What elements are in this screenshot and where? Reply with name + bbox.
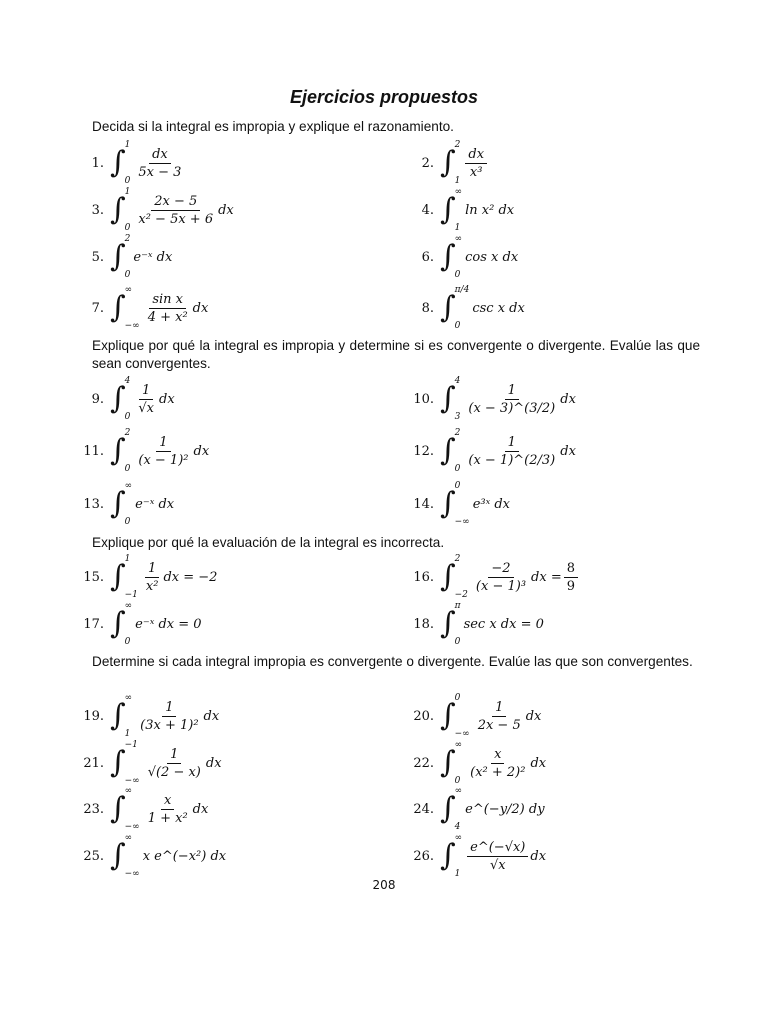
page-number: 208 bbox=[372, 878, 396, 892]
lower-limit: 1 bbox=[124, 729, 131, 739]
differential: dx bbox=[218, 202, 234, 218]
lower-limit: 0 bbox=[124, 517, 131, 527]
integrand: x e^(−x²) dx bbox=[142, 848, 227, 864]
numerator: 1 bbox=[492, 700, 506, 717]
integrand: e⁻ˣ dx = 0 bbox=[135, 616, 202, 632]
upper-limit: 0 bbox=[454, 693, 461, 703]
denominator: x³ bbox=[469, 164, 483, 180]
exercise-16 bbox=[410, 554, 580, 600]
integral-sign: ∫ 1 −1 bbox=[110, 554, 138, 600]
numerator: 1 bbox=[167, 747, 181, 764]
integral-sign: ∫ 2 0 bbox=[110, 234, 131, 280]
upper-limit: 1 bbox=[124, 187, 131, 197]
integral-sign: ∫ 4 0 bbox=[110, 376, 131, 422]
integrand: e³ˣ dx bbox=[472, 496, 510, 512]
lower-limit: 0 bbox=[124, 464, 131, 474]
exercise-number: 12. bbox=[413, 443, 434, 459]
exercise-number: 24. bbox=[413, 801, 434, 817]
exercise-1 bbox=[80, 140, 186, 186]
denominator: 2x − 5 bbox=[477, 717, 521, 733]
lower-limit: 1 bbox=[454, 869, 461, 879]
differential: dx bbox=[205, 755, 222, 771]
numerator: x bbox=[161, 793, 174, 810]
exercise-number: 14. bbox=[413, 496, 434, 512]
upper-limit: ∞ bbox=[454, 740, 463, 750]
lower-limit: 3 bbox=[454, 412, 461, 422]
upper-limit: 2 bbox=[124, 234, 131, 244]
integrand: e^(−y/2) dy bbox=[465, 801, 545, 817]
differential: dx bbox=[192, 300, 209, 316]
denominator: (x − 1)³ bbox=[475, 578, 527, 594]
exercise-number: 5. bbox=[91, 249, 104, 265]
denominator: (3x + 1)² bbox=[140, 717, 199, 733]
numerator: x bbox=[491, 747, 504, 764]
exercise-number: 21. bbox=[83, 755, 104, 771]
lower-limit: 0 bbox=[454, 637, 461, 647]
exercise-number: 1. bbox=[91, 155, 104, 171]
exercise-2 bbox=[410, 140, 489, 186]
denominator: (x − 1)² bbox=[138, 452, 189, 468]
differential: dx bbox=[530, 848, 547, 864]
numerator: 1 bbox=[145, 561, 159, 578]
lower-limit: −∞ bbox=[454, 517, 470, 527]
denominator: 1 + x² bbox=[147, 810, 188, 826]
lower-limit: −2 bbox=[454, 590, 468, 600]
integrand-fraction bbox=[143, 561, 162, 594]
exercise-23 bbox=[80, 786, 208, 832]
differential: dx bbox=[192, 801, 209, 817]
differential: dx bbox=[560, 443, 576, 459]
numerator: sin x bbox=[149, 292, 186, 309]
result-fraction bbox=[564, 561, 578, 594]
upper-limit: 2 bbox=[454, 428, 461, 438]
differential: dx bbox=[203, 708, 220, 724]
upper-limit: ∞ bbox=[124, 693, 133, 703]
integral-sign: ∫ ∞ 1 bbox=[440, 833, 463, 879]
denominator: (x² + 2)² bbox=[470, 764, 526, 780]
upper-limit: ∞ bbox=[124, 833, 133, 843]
integral-sign: ∫ 2 0 bbox=[110, 428, 131, 474]
integral-sign: ∫ ∞ −∞ bbox=[110, 285, 140, 331]
exercise-4 bbox=[410, 187, 514, 233]
denominator: (x − 1)^(2/3) bbox=[468, 452, 556, 468]
numerator: −2 bbox=[488, 561, 513, 578]
upper-limit: ∞ bbox=[454, 786, 463, 796]
exercise-number: 17. bbox=[83, 616, 104, 632]
lower-limit: −∞ bbox=[124, 776, 140, 786]
exercise-number: 13. bbox=[83, 496, 104, 512]
exercise-8 bbox=[410, 285, 525, 331]
exercise-12 bbox=[410, 428, 576, 474]
upper-limit: 1 bbox=[124, 554, 131, 564]
exercise-5 bbox=[80, 234, 172, 280]
denominator: (x − 3)^(3/2) bbox=[468, 400, 556, 416]
upper-limit: 2 bbox=[454, 554, 461, 564]
differential: dx bbox=[560, 391, 576, 407]
integral-sign: ∫ ∞ 0 bbox=[440, 740, 463, 786]
exercise-13 bbox=[80, 481, 174, 527]
integrand-fraction bbox=[145, 793, 191, 826]
numerator: e^(−√x) bbox=[467, 840, 528, 857]
integral-sign: ∫ 0 −∞ bbox=[440, 693, 470, 739]
numerator: 1 bbox=[505, 383, 519, 400]
integral-sign: ∫ 2 −2 bbox=[440, 554, 468, 600]
upper-limit: 4 bbox=[124, 376, 131, 386]
exercise-number: 25. bbox=[83, 848, 104, 864]
integrand-fraction bbox=[465, 383, 558, 416]
upper-limit: π/4 bbox=[454, 285, 470, 295]
differential: dx bbox=[525, 708, 542, 724]
upper-limit: ∞ bbox=[124, 601, 133, 611]
integrand-fraction bbox=[135, 194, 216, 227]
instruction-1: Decida si la integral es impropia y explique el razonamiento. bbox=[92, 119, 454, 134]
integrand-fraction bbox=[467, 747, 528, 780]
lower-limit: 0 bbox=[124, 223, 131, 233]
lower-limit: 1 bbox=[454, 223, 461, 233]
differential: dx = bbox=[531, 569, 562, 585]
integrand: cos x dx bbox=[465, 249, 519, 265]
numerator: 2x − 5 bbox=[151, 194, 200, 211]
result-denominator: 9 bbox=[566, 578, 576, 594]
integrand-fraction bbox=[135, 147, 184, 180]
integral-sign: ∫ 1 0 bbox=[110, 140, 131, 186]
integral-sign: ∫ ∞ −∞ bbox=[110, 786, 140, 832]
integral-sign: ∫ ∞ 1 bbox=[440, 187, 463, 233]
exercise-number: 26. bbox=[413, 848, 434, 864]
denominator: √x bbox=[489, 857, 506, 873]
lower-limit: 4 bbox=[454, 822, 461, 832]
exercise-14 bbox=[410, 481, 510, 527]
exercise-6 bbox=[410, 234, 518, 280]
denominator: 4 + x² bbox=[147, 309, 188, 325]
upper-limit: ∞ bbox=[124, 786, 133, 796]
upper-limit: 2 bbox=[454, 140, 461, 150]
differential: dx = −2 bbox=[163, 569, 218, 585]
exercise-22 bbox=[410, 740, 546, 786]
exercise-17 bbox=[80, 601, 202, 647]
integrand: e⁻ˣ dx bbox=[133, 249, 173, 265]
lower-limit: −∞ bbox=[124, 321, 140, 331]
exercise-number: 8. bbox=[421, 300, 434, 316]
upper-limit: 1 bbox=[124, 140, 131, 150]
lower-limit: 0 bbox=[124, 637, 131, 647]
lower-limit: 0 bbox=[454, 270, 461, 280]
lower-limit: 1 bbox=[454, 176, 461, 186]
lower-limit: −1 bbox=[124, 590, 138, 600]
lower-limit: −∞ bbox=[454, 729, 470, 739]
numerator: 1 bbox=[139, 383, 153, 400]
exercise-number: 9. bbox=[91, 391, 104, 407]
differential: dx bbox=[159, 391, 175, 407]
upper-limit: 4 bbox=[454, 376, 461, 386]
instruction-3: Explique por qué la evaluación de la integral es incorrecta. bbox=[92, 535, 445, 550]
upper-limit: ∞ bbox=[124, 285, 133, 295]
integrand-fraction bbox=[473, 561, 529, 594]
integral-sign: ∫ ∞ 0 bbox=[440, 234, 463, 280]
exercise-10 bbox=[410, 376, 576, 422]
integrand-fraction bbox=[135, 383, 157, 416]
exercise-25 bbox=[80, 833, 226, 879]
integrand: csc x dx bbox=[472, 300, 525, 316]
exercise-number: 4. bbox=[421, 202, 434, 218]
integral-sign: ∫ π/4 0 bbox=[440, 285, 470, 331]
integral-sign: ∫ ∞ 1 bbox=[110, 693, 133, 739]
upper-limit: 2 bbox=[124, 428, 131, 438]
upper-limit: ∞ bbox=[454, 187, 463, 197]
exercise-number: 2. bbox=[421, 155, 434, 171]
integrand: ln x² dx bbox=[465, 202, 515, 218]
exercise-19 bbox=[80, 693, 219, 739]
integral-sign: ∫ 4 3 bbox=[440, 376, 461, 422]
exercise-number: 6. bbox=[421, 249, 434, 265]
exercise-number: 7. bbox=[91, 300, 104, 316]
differential: dx bbox=[530, 755, 547, 771]
exercise-number: 23. bbox=[83, 801, 104, 817]
exercise-15 bbox=[80, 554, 217, 600]
exercise-26 bbox=[410, 833, 546, 879]
differential: dx bbox=[193, 443, 210, 459]
integral-sign: ∫ 0 −∞ bbox=[440, 481, 470, 527]
upper-limit: ∞ bbox=[124, 481, 133, 491]
upper-limit: π bbox=[454, 601, 461, 611]
upper-limit: ∞ bbox=[454, 833, 463, 843]
lower-limit: 0 bbox=[454, 776, 461, 786]
exercise-number: 16. bbox=[413, 569, 434, 585]
exercise-number: 18. bbox=[413, 616, 434, 632]
integral-sign: ∫ 2 0 bbox=[440, 428, 461, 474]
integral-sign: ∫ ∞ −∞ bbox=[110, 833, 140, 879]
exercise-11 bbox=[80, 428, 209, 474]
exercise-7 bbox=[80, 285, 208, 331]
integral-sign: ∫ 1 0 bbox=[110, 187, 131, 233]
exercise-number: 19. bbox=[83, 708, 104, 724]
upper-limit: ∞ bbox=[454, 234, 463, 244]
integrand-fraction bbox=[137, 700, 201, 733]
exercise-9 bbox=[80, 376, 175, 422]
exercise-number: 15. bbox=[83, 569, 104, 585]
lower-limit: 0 bbox=[124, 176, 131, 186]
integrand-fraction bbox=[145, 292, 191, 325]
exercise-24 bbox=[410, 786, 545, 832]
denominator: 5x − 3 bbox=[138, 164, 182, 180]
upper-limit: −1 bbox=[124, 740, 138, 750]
integral-sign: ∫ ∞ 0 bbox=[110, 481, 133, 527]
integrand-fraction bbox=[467, 840, 528, 873]
integrand: e⁻ˣ dx bbox=[135, 496, 175, 512]
integral-sign: ∫ 2 1 bbox=[440, 140, 461, 186]
numerator: 1 bbox=[156, 435, 170, 452]
lower-limit: 0 bbox=[454, 464, 461, 474]
denominator: √x bbox=[138, 400, 154, 416]
lower-limit: 0 bbox=[124, 270, 131, 280]
integral-sign: ∫ π 0 bbox=[440, 601, 461, 647]
page-title: Ejercicios propuestos bbox=[289, 87, 479, 107]
denominator: x² − 5x + 6 bbox=[138, 211, 214, 227]
numerator: 1 bbox=[162, 700, 176, 717]
instruction-2: Explique por qué la integral es impropia y determine si es convergente o divergente. Evalúe las que sean convergentes. bbox=[92, 338, 700, 371]
lower-limit: −∞ bbox=[124, 822, 140, 832]
denominator: √(2 − x) bbox=[147, 764, 201, 780]
lower-limit: 0 bbox=[454, 321, 461, 331]
exercise-20 bbox=[410, 693, 541, 739]
numerator: dx bbox=[465, 147, 487, 164]
numerator: dx bbox=[149, 147, 171, 164]
exercise-number: 11. bbox=[83, 443, 104, 459]
exercise-18 bbox=[410, 601, 544, 647]
integrand-fraction bbox=[135, 435, 191, 468]
integrand-fraction bbox=[145, 747, 204, 780]
integrand-fraction bbox=[475, 700, 524, 733]
integral-sign: ∫ −1 −∞ bbox=[110, 740, 140, 786]
numerator: 1 bbox=[505, 435, 519, 452]
lower-limit: −∞ bbox=[124, 869, 140, 879]
instruction-4: Determine si cada integral impropia es convergente o divergente. Evalúe las que son convergentes. bbox=[92, 654, 693, 669]
exercise-number: 20. bbox=[413, 708, 434, 724]
exercise-number: 3. bbox=[91, 202, 104, 218]
exercise-number: 22. bbox=[413, 755, 434, 771]
integrand-fraction bbox=[465, 435, 558, 468]
denominator: x² bbox=[145, 578, 159, 594]
result-numerator: 8 bbox=[564, 561, 578, 578]
integral-sign: ∫ ∞ 4 bbox=[440, 786, 463, 832]
exercise-21 bbox=[80, 740, 222, 786]
upper-limit: 0 bbox=[454, 481, 461, 491]
exercise-number: 10. bbox=[413, 391, 434, 407]
integral-sign: ∫ ∞ 0 bbox=[110, 601, 133, 647]
lower-limit: 0 bbox=[124, 412, 131, 422]
integrand-fraction bbox=[465, 147, 487, 180]
exercise-3 bbox=[80, 187, 234, 233]
integrand: sec x dx = 0 bbox=[463, 616, 544, 632]
